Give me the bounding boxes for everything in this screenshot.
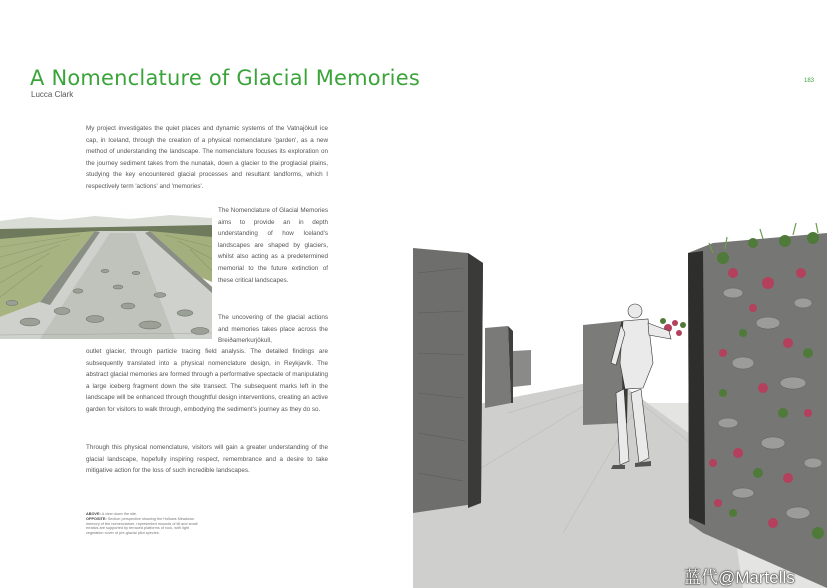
intro-paragraph: My project investigates the quiet places and dynamic systems of the Vatnajökull ice cap, in Iceland, through the creation of a physical nomenclature 'garden', as a new method of understanding the landscape. The nomenclature focuses its exploration on the journey sediment takes from the nunatak, down a glacier to the proglacial plains, studying the key encountered glacial processes and resultant landforms, which I respectively term 'actions' and 'memories'.	[86, 125, 328, 190]
author-name: Lucca Clark	[31, 90, 74, 99]
site-view-sketch	[0, 207, 212, 339]
page-title: A Nomenclature of Glacial Memories	[30, 66, 420, 90]
caption-above-label: ABOVE:	[86, 512, 101, 516]
page-number: 183	[804, 78, 815, 84]
uncovering-paragraph-start: The uncovering of the glacial actions and memories takes place across the Breiðamerkurjökull,	[218, 314, 328, 345]
section-perspective-sketch	[413, 213, 827, 588]
aims-paragraph: The Nomenclature of Glacial Memories aims to provide an in depth understanding of how Iceland's landscapes are shaped by glaciers, whilst also acting as a predetermined memorial to the future extinction of these critical landscapes.	[218, 207, 328, 284]
image-captions	[86, 512, 206, 536]
caption-above-text: A view down the site.	[101, 512, 138, 516]
watermark: 蓝代@Martells	[684, 568, 795, 587]
conclusion-paragraph: Through this physical nomenclature, visitors will gain a greater understanding of the glacial landscape, hopefully inspiring respect, remembrance and a desire to take mitigative action for the loss of such incredible landscapes.	[86, 444, 328, 475]
caption-opposite-text: Section perspective showing the Hollows Meadows memory of the nomenclature, represented mounds of till and small erratics are supported by terraced platforms of rock, with light vegetation cover of pre-glacial pilot species.	[86, 516, 198, 536]
caption-opposite-label: OPPOSITE:	[86, 516, 107, 521]
uncovering-paragraph-continued: outlet glacier, through particle tracing field analysis. The detailed findings are subsequently translated into a physical nomenclature design, in Reykjavík. The abstract glacial memories are formed through a performative spectacle of manipulating a large iceberg fragment down the site transect. The subsequent marks left in the landscape will be enhanced through thoughtful design interventions, creating an active garden for visitors to walk through, embodying the sediment's journey as they do so.	[86, 348, 328, 413]
